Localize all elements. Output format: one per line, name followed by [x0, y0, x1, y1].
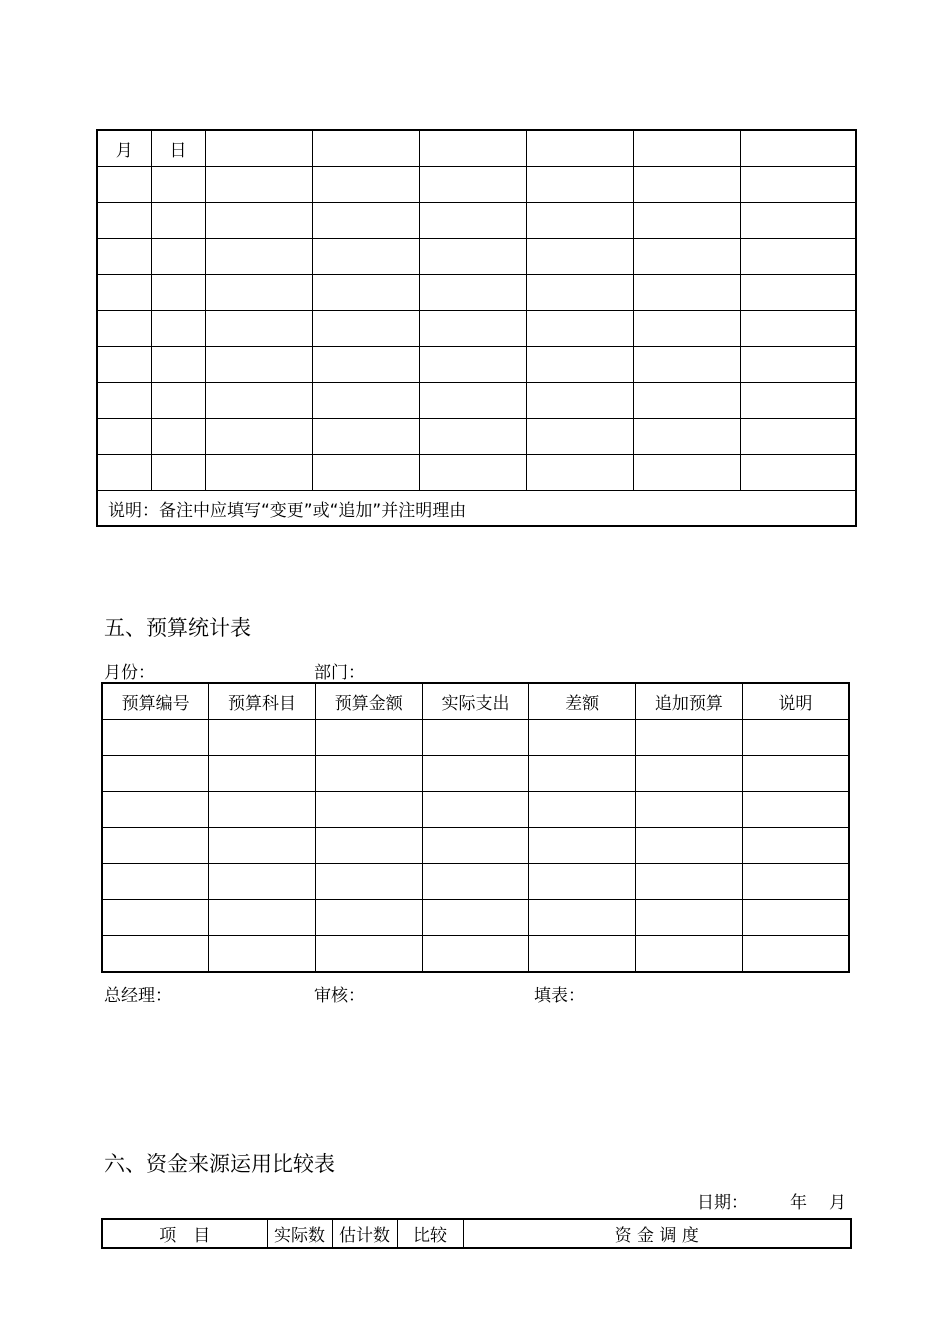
table-row [97, 419, 856, 455]
table-row [97, 275, 856, 311]
table-row [102, 828, 849, 864]
table-cell[interactable] [315, 756, 422, 792]
header-day: 日 [151, 130, 205, 167]
table-cell[interactable] [102, 936, 209, 973]
table-cell[interactable] [526, 419, 633, 455]
table-cell[interactable] [633, 239, 740, 275]
table-cell[interactable] [205, 275, 312, 311]
table-cell[interactable] [740, 203, 856, 239]
col-budget-number: 预算编号 [102, 683, 209, 720]
table-cell[interactable] [151, 311, 205, 347]
table-row [97, 347, 856, 383]
table-cell[interactable] [312, 347, 419, 383]
col-difference: 差额 [529, 683, 636, 720]
table-row [102, 756, 849, 792]
table-cell[interactable] [209, 828, 316, 864]
table-cell[interactable] [312, 419, 419, 455]
table-cell[interactable] [633, 311, 740, 347]
table-cell[interactable] [209, 864, 316, 900]
table-cell[interactable] [422, 792, 529, 828]
table-cell[interactable] [312, 203, 419, 239]
table-cell[interactable] [205, 167, 312, 203]
table-cell[interactable] [526, 167, 633, 203]
table-cell[interactable] [633, 419, 740, 455]
table-cell[interactable] [529, 936, 636, 973]
col-fund-allocation: 资 金 调 度 [463, 1219, 851, 1248]
table-cell[interactable] [205, 203, 312, 239]
table-cell[interactable] [97, 347, 151, 383]
table-row [97, 383, 856, 419]
budget-stats-table [101, 682, 850, 973]
table-cell[interactable] [419, 167, 526, 203]
table-cell[interactable] [205, 130, 312, 167]
table-cell[interactable] [529, 720, 636, 756]
table-cell[interactable] [633, 347, 740, 383]
table-row [102, 864, 849, 900]
table-cell[interactable] [740, 130, 856, 167]
table-cell[interactable] [312, 275, 419, 311]
table-cell[interactable] [209, 756, 316, 792]
table-cell[interactable] [102, 864, 209, 900]
table-cell[interactable] [740, 347, 856, 383]
table-cell[interactable] [526, 347, 633, 383]
fund-comparison-table [101, 1218, 852, 1249]
table-cell[interactable] [97, 419, 151, 455]
table-cell[interactable] [209, 792, 316, 828]
table-cell[interactable] [633, 130, 740, 167]
table-cell[interactable] [422, 936, 529, 973]
table-row [97, 311, 856, 347]
table-cell[interactable] [205, 239, 312, 275]
table-cell[interactable] [315, 792, 422, 828]
table-cell[interactable] [315, 936, 422, 973]
table-cell[interactable] [633, 167, 740, 203]
col-additional-budget: 追加预算 [636, 683, 743, 720]
year-label: 年 [790, 1193, 807, 1213]
table-cell[interactable] [97, 311, 151, 347]
table-header-row [102, 1219, 851, 1248]
table-cell[interactable] [209, 900, 316, 936]
table-cell[interactable] [102, 828, 209, 864]
table-cell[interactable] [422, 900, 529, 936]
table-cell[interactable] [312, 311, 419, 347]
table-header-row [102, 683, 849, 720]
table-cell[interactable] [422, 864, 529, 900]
table-cell[interactable] [526, 203, 633, 239]
table-cell[interactable] [529, 900, 636, 936]
table-cell[interactable] [97, 203, 151, 239]
table-cell[interactable] [742, 828, 849, 864]
table-cell[interactable] [312, 455, 419, 491]
table-cell[interactable] [526, 275, 633, 311]
table-cell[interactable] [742, 936, 849, 973]
general-manager-label: 总经理： [104, 986, 172, 1006]
table-row [102, 792, 849, 828]
table-cell[interactable] [742, 720, 849, 756]
table-cell[interactable] [633, 383, 740, 419]
table-cell[interactable] [151, 455, 205, 491]
table-cell[interactable] [636, 720, 743, 756]
table-cell[interactable] [742, 792, 849, 828]
table-cell[interactable] [526, 239, 633, 275]
table-cell[interactable] [102, 720, 209, 756]
col-estimate: 估计数 [332, 1219, 397, 1248]
table-cell[interactable] [740, 275, 856, 311]
col-actual-spending: 实际支出 [422, 683, 529, 720]
table-cell[interactable] [529, 864, 636, 900]
table-cell[interactable] [205, 383, 312, 419]
department-label: 部门： [314, 663, 365, 683]
table-cell[interactable] [529, 756, 636, 792]
col-item: 项 目 [102, 1219, 267, 1248]
table-cell[interactable] [205, 311, 312, 347]
date-label: 日期： [697, 1193, 748, 1213]
table-cell[interactable] [102, 792, 209, 828]
table-cell[interactable] [312, 239, 419, 275]
col-actual: 实际数 [267, 1219, 332, 1248]
table-cell[interactable] [209, 936, 316, 973]
table-cell[interactable] [315, 864, 422, 900]
table-cell[interactable] [205, 419, 312, 455]
table-cell[interactable] [419, 275, 526, 311]
table-cell[interactable] [636, 936, 743, 973]
table-cell[interactable] [419, 130, 526, 167]
table-cell[interactable] [419, 383, 526, 419]
table-cell[interactable] [419, 239, 526, 275]
table-cell[interactable] [151, 275, 205, 311]
table-cell[interactable] [740, 239, 856, 275]
table-cell[interactable] [205, 455, 312, 491]
col-budget-subject: 预算科目 [209, 683, 316, 720]
table-row [97, 167, 856, 203]
table-cell[interactable] [740, 455, 856, 491]
table-cell[interactable] [740, 383, 856, 419]
table-cell[interactable] [740, 167, 856, 203]
table-cell[interactable] [419, 419, 526, 455]
table-cell[interactable] [151, 203, 205, 239]
table-cell[interactable] [151, 239, 205, 275]
table-cell[interactable] [529, 828, 636, 864]
table-cell[interactable] [419, 455, 526, 491]
table-cell[interactable] [151, 419, 205, 455]
table-cell[interactable] [422, 720, 529, 756]
reviewer-label: 审核： [314, 986, 365, 1006]
table-cell[interactable] [633, 203, 740, 239]
table-cell[interactable] [636, 900, 743, 936]
section-title-budget-stats: 五、预算统计表 [104, 616, 251, 640]
table-header-row [97, 130, 856, 167]
header-month: 月 [97, 130, 151, 167]
table-cell[interactable] [151, 167, 205, 203]
table-row [97, 239, 856, 275]
month-label: 月份： [104, 663, 155, 683]
table-cell[interactable] [312, 383, 419, 419]
table-cell[interactable] [97, 167, 151, 203]
note-row [97, 491, 856, 527]
filler-label: 填表： [534, 986, 585, 1006]
table-cell[interactable] [97, 383, 151, 419]
table-cell[interactable] [419, 311, 526, 347]
month-suffix-label: 月 [829, 1193, 846, 1213]
table-cell[interactable] [102, 900, 209, 936]
table-cell[interactable] [151, 347, 205, 383]
col-remarks: 说明 [742, 683, 849, 720]
table-cell[interactable] [312, 130, 419, 167]
table-cell[interactable] [526, 455, 633, 491]
table-cell[interactable] [742, 900, 849, 936]
table-cell[interactable] [422, 828, 529, 864]
table-row [102, 720, 849, 756]
table-cell[interactable] [205, 347, 312, 383]
table-cell[interactable] [526, 130, 633, 167]
table-cell[interactable] [636, 828, 743, 864]
table-cell[interactable] [102, 756, 209, 792]
table-cell[interactable] [97, 275, 151, 311]
table-row [97, 455, 856, 491]
table-row [97, 203, 856, 239]
table-cell[interactable] [315, 900, 422, 936]
table-cell[interactable] [636, 756, 743, 792]
table-cell[interactable] [526, 311, 633, 347]
table-cell[interactable] [636, 864, 743, 900]
table-cell[interactable] [633, 455, 740, 491]
table-cell[interactable] [633, 275, 740, 311]
section-title-fund-comparison: 六、资金来源运用比较表 [104, 1152, 335, 1176]
table-cell[interactable] [422, 756, 529, 792]
table-cell[interactable] [315, 828, 422, 864]
table-cell[interactable] [526, 383, 633, 419]
table-cell[interactable] [742, 756, 849, 792]
table-cell[interactable] [97, 239, 151, 275]
table-cell[interactable] [151, 383, 205, 419]
table-cell[interactable] [312, 167, 419, 203]
table-cell[interactable] [740, 419, 856, 455]
table-cell[interactable] [419, 203, 526, 239]
table-cell[interactable] [315, 720, 422, 756]
table-note: 说明：备注中应填写“变更”或“追加”并注明理由 [97, 491, 856, 527]
record-table [96, 129, 857, 527]
table-cell[interactable] [419, 347, 526, 383]
col-compare: 比较 [397, 1219, 463, 1248]
table-cell[interactable] [740, 311, 856, 347]
table-cell[interactable] [97, 455, 151, 491]
table-cell[interactable] [529, 792, 636, 828]
col-budget-amount: 预算金额 [315, 683, 422, 720]
table-cell[interactable] [742, 864, 849, 900]
table-row [102, 936, 849, 973]
table-row [102, 900, 849, 936]
table-cell[interactable] [636, 792, 743, 828]
table-cell[interactable] [209, 720, 316, 756]
